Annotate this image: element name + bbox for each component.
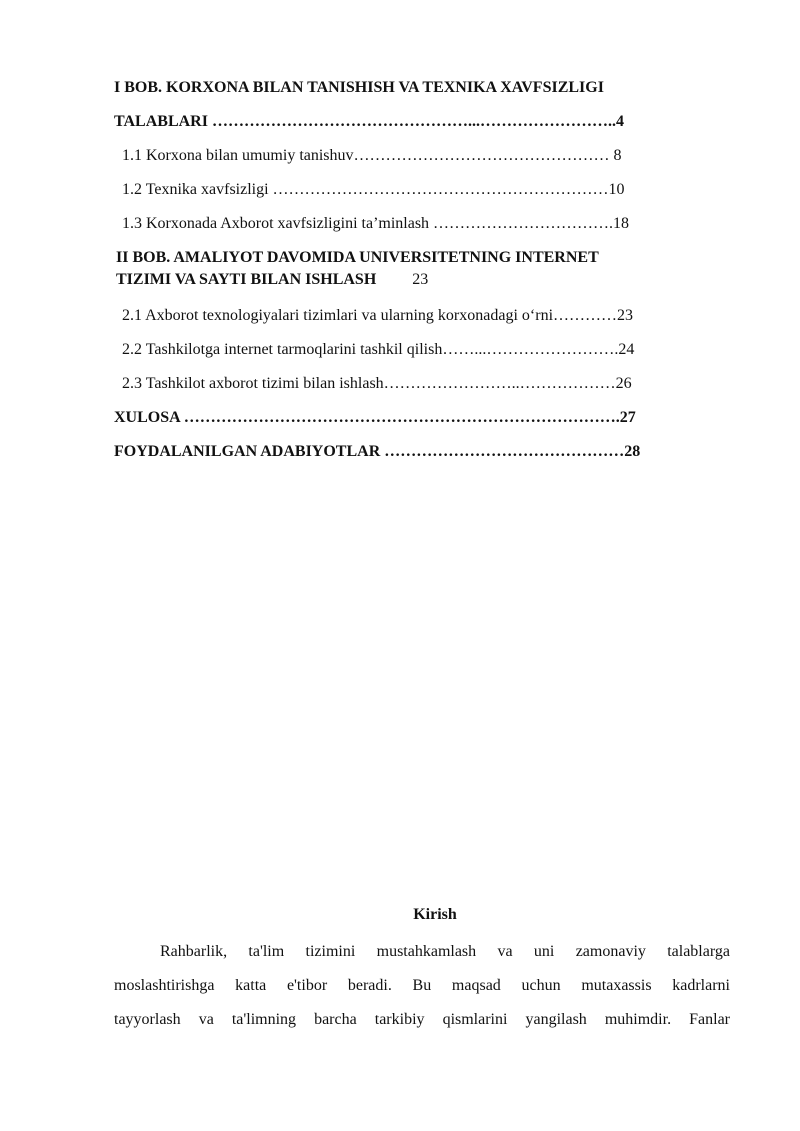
- intro-line-2: moslashtirishga katta e'tibor beradi. Bu maqsad uchun mutaxassis kadrlarni: [114, 977, 730, 994]
- toc-item-1-1: 1.1 Korxona bilan umumiy tanishuv………………………………………… 8: [122, 147, 622, 164]
- toc-references: FOYDALANILGAN ADABIYOTLAR ………………………………………28: [114, 443, 641, 460]
- toc-chapter-2-title-line-1: II BOB. AMALIYOT DAVOMIDA UNIVERSITETNING INTERNET: [116, 249, 599, 266]
- toc-item-2-2: 2.2 Tashkilotga internet tarmoqlarini tashkil qilish……...…………………….24: [122, 341, 635, 358]
- intro-line-1: Rahbarlik, ta'lim tizimini mustahkamlash va uni zamonaviy talablarga: [160, 943, 730, 960]
- toc-chapter-2-title-line-2: [116, 270, 428, 290]
- toc-item-2-3: 2.3 Tashkilot axborot tizimi bilan ishlash……………………..………………26: [122, 375, 632, 392]
- toc-chapter-1-title-line-2: TALABLARI …………………………………………...……………………..4: [114, 113, 624, 130]
- toc-chapter-2-page: 23: [412, 271, 429, 288]
- toc-chapter-1-title-line-1: I BOB. KORXONA BILAN TANISHISH VA TEXNIKA XAVFSIZLIGI: [114, 79, 604, 96]
- toc-item-1-2: 1.2 Texnika xavfsizligi ………………………………………………………10: [122, 181, 625, 198]
- toc-item-2-1: 2.1 Axborot texnologiyalari tizimlari va ularning korxonadagi o‘rni…………23: [122, 307, 634, 324]
- intro-line-3: tayyorlash va ta'limning barcha tarkibiy qismlarini yangilash muhimdir. Fanlar: [114, 1011, 730, 1028]
- toc-conclusion: XULOSA ……………………………………………………………………….27: [114, 409, 636, 426]
- intro-paragraph: [114, 935, 730, 1037]
- intro-heading: Kirish: [413, 906, 457, 923]
- toc-chapter-2-title-text: TIZIMI VA SAYTI BILAN ISHLASH: [116, 271, 377, 288]
- toc-item-1-3: 1.3 Korxonada Axborot xavfsizligini ta’minlash …………………………….18: [122, 215, 630, 232]
